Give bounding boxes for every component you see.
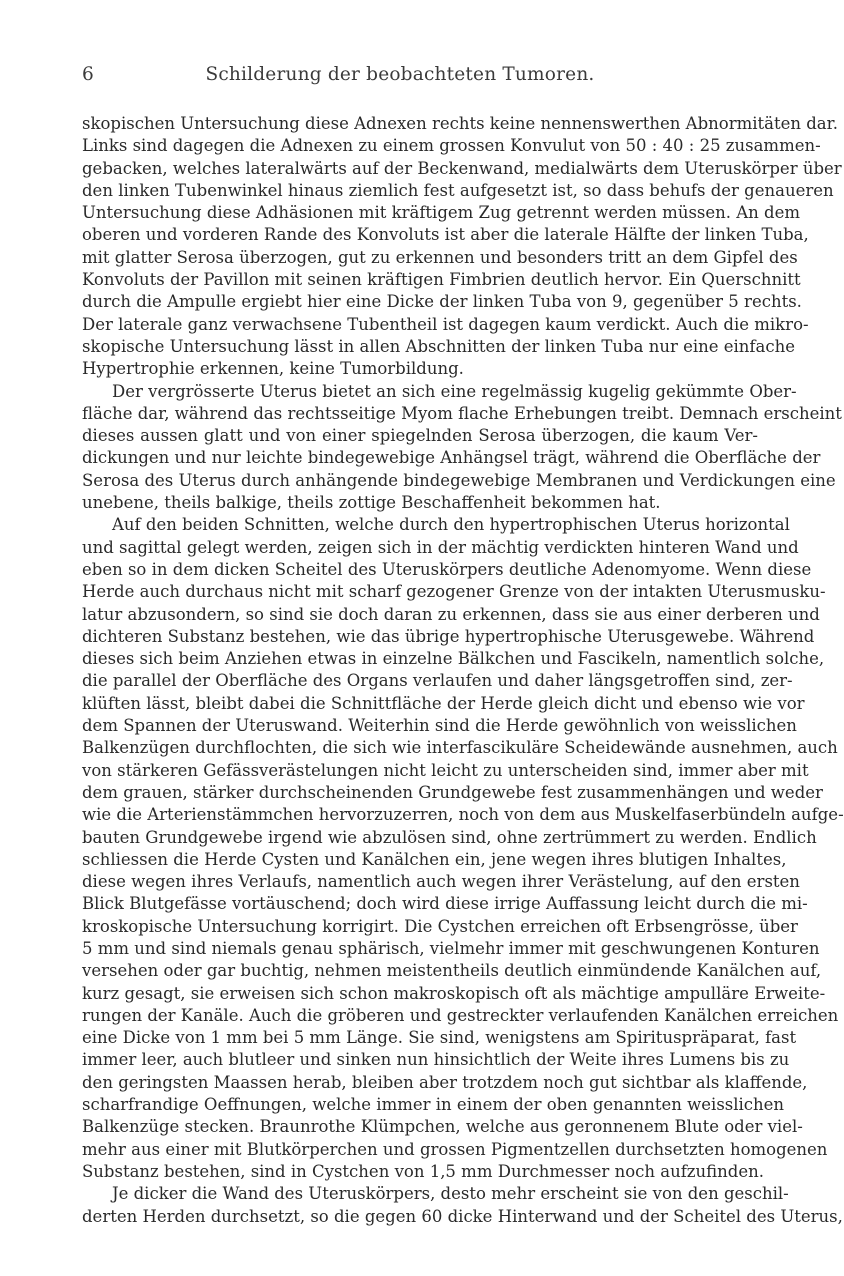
text-line: Blick Blutgefässe vortäuschend; doch wird diese irrige Auffassung leicht durch die mi- [82, 894, 808, 914]
text-line: klüften lässt, bleibt dabei die Schnittfläche der Herde gleich dicht und ebenso wie vor [82, 693, 805, 713]
text-line: die parallel der Oberfläche des Organs verlaufen und daher längsgetroffen sind, zer- [82, 671, 793, 691]
text-line: schliessen die Herde Cysten und Kanälchen ein, jene wegen ihres blutigen Inhaltes, [82, 849, 787, 869]
text-line: versehen oder gar buchtig, nehmen meistentheils deutlich einmündende Kanälchen auf, [82, 961, 822, 981]
page-header [82, 64, 718, 90]
text-line: Herde auch durchaus nicht mit scharf gezogener Grenze von der intakten Uterusmusku- [82, 582, 826, 602]
page-number: 6 [82, 64, 94, 85]
text-line: diese wegen ihres Verlaufs, namentlich auch wegen ihrer Verästelung, auf den ersten [82, 872, 800, 892]
text-line: dem Spannen der Uteruswand. Weiterhin sind die Herde gewöhnlich von weisslichen [82, 716, 797, 736]
text-line: skopische Untersuchung lässt in allen Abschnitten der linken Tuba nur eine einfache [82, 336, 795, 356]
text-line: derten Herden durchsetzt, so die gegen 60 dicke Hinterwand und der Scheitel des Uterus, [82, 1206, 843, 1226]
text-line: dieses sich beim Anziehen etwas in einzelne Bälkchen und Fascikeln, namentlich solche, [82, 649, 825, 669]
text-line: fläche dar, während das rechtsseitige Myom flache Erhebungen treibt. Demnach erscheint [82, 403, 842, 423]
text-line: Hypertrophie erkennen, keine Tumorbildung. [82, 359, 464, 379]
text-line: Konvoluts der Pavillon mit seinen kräftigen Fimbrien deutlich hervor. Ein Querschnitt [82, 270, 801, 290]
text-line: den linken Tubenwinkel hinaus ziemlich fest aufgesetzt ist, so dass behufs der genaueren [82, 180, 834, 200]
text-line: durch die Ampulle ergiebt hier eine Dicke der linken Tuba von 9, gegenüber 5 rechts. [82, 292, 802, 312]
text-line: immer leer, auch blutleer und sinken nun hinsichtlich der Weite ihres Lumens bis zu [82, 1050, 790, 1070]
text-line: bauten Grundgewebe irgend wie abzulösen sind, ohne zertrümmert zu werden. Endlich [82, 827, 817, 847]
text-line: gebacken, welches lateralwärts auf der Beckenwand, medialwärts dem Uteruskörper über [82, 158, 842, 178]
text-line: von stärkeren Gefässverästelungen nicht leicht zu unterscheiden sind, immer aber mit [82, 760, 809, 780]
body-text [82, 113, 844, 1228]
text-line: Je dicker die Wand des Uteruskörpers, desto mehr erscheint sie von den geschil- [112, 1184, 789, 1204]
text-line: Substanz bestehen, sind in Cystchen von 1,5 mm Durchmesser noch aufzufinden. [82, 1161, 764, 1181]
text-line: rungen der Kanäle. Auch die gröberen und gestreckter verlaufenden Kanälchen erreichen [82, 1005, 839, 1025]
text-line: Serosa des Uterus durch anhängende bindegewebige Membranen und Verdickungen eine [82, 470, 836, 490]
text-line: scharfrandige Oeffnungen, welche immer in einem der oben genannten weisslichen [82, 1095, 785, 1115]
text-line: Der vergrösserte Uterus bietet an sich eine regelmässig kugelig gekümmte Ober- [112, 381, 797, 401]
text-line: wie die Arterienstämmchen hervorzuzerren, noch von dem aus Muskelfaserbündeln aufge- [82, 805, 844, 825]
text-line: dem grauen, stärker durchscheinenden Grundgewebe fest zusammenhängen und weder [82, 782, 823, 802]
text-line: oberen und vorderen Rande des Konvoluts ist aber die laterale Hälfte der linken Tuba, [82, 225, 809, 245]
text-line: dieses aussen glatt und von einer spiegelnden Serosa überzogen, die kaum Ver- [82, 426, 758, 446]
text-line: kroskopische Untersuchung korrigirt. Die Cystchen erreichen oft Erbsengrösse, über [82, 916, 798, 936]
text-line: kurz gesagt, sie erweisen sich schon makroskopisch oft als mächtige ampulläre Erweite- [82, 983, 826, 1003]
text-line: unebene, theils balkige, theils zottige Beschaffenheit bekommen hat. [82, 493, 661, 513]
text-line: Auf den beiden Schnitten, welche durch den hypertrophischen Uterus horizontal [112, 515, 790, 535]
text-line: dichteren Substanz bestehen, wie das übrige hypertrophische Uterusgewebe. Während [82, 626, 815, 646]
text-line: eine Dicke von 1 mm bei 5 mm Länge. Sie sind, wenigstens am Spirituspräparat, fast [82, 1028, 797, 1048]
text-line: Untersuchung diese Adhäsionen mit kräftigem Zug getrennt werden müssen. An dem [82, 203, 801, 223]
text-line: den geringsten Maassen herab, bleiben aber trotzdem noch gut sichtbar als klaffende, [82, 1072, 808, 1092]
text-line: Links sind dagegen die Adnexen zu einem grossen Konvulut von 50 : 40 : 25 zusammen- [82, 136, 821, 156]
text-line: latur abzusondern, so sind sie doch daran zu erkennen, dass sie aus einer derberen und [82, 604, 820, 624]
text-line: mit glatter Serosa überzogen, gut zu erkennen und besonders tritt an dem Gipfel des [82, 247, 798, 267]
text-line: eben so in dem dicken Scheitel des Uteruskörpers deutliche Adenomyome. Wenn diese [82, 559, 812, 579]
text-line: Balkenzüge stecken. Braunrothe Klümpchen, welche aus geronnenem Blute oder viel- [82, 1117, 803, 1137]
running-title: Schilderung der beobachteten Tumoren. [205, 64, 595, 85]
text-line: Balkenzügen durchflochten, die sich wie interfascikuläre Scheidewände ausnehmen, auch [82, 738, 838, 758]
text-line: mehr aus einer mit Blutkörperchen und grossen Pigmentzellen durchsetzten homogenen [82, 1139, 828, 1159]
text-line: Der laterale ganz verwachsene Tubentheil ist dagegen kaum verdickt. Auch die mikro- [82, 314, 809, 334]
text-line: und sagittal gelegt werden, zeigen sich in der mächtig verdickten hinteren Wand und [82, 537, 799, 557]
text-line: 5 mm und sind niemals genau sphärisch, vielmehr immer mit geschwungenen Konturen [82, 938, 820, 958]
text-line: dickungen und nur leichte bindegewebige Anhängsel trägt, während die Oberfläche der [82, 448, 821, 468]
text-line: skopischen Untersuchung diese Adnexen rechts keine nennenswerthen Abnormitäten dar. [82, 114, 838, 133]
